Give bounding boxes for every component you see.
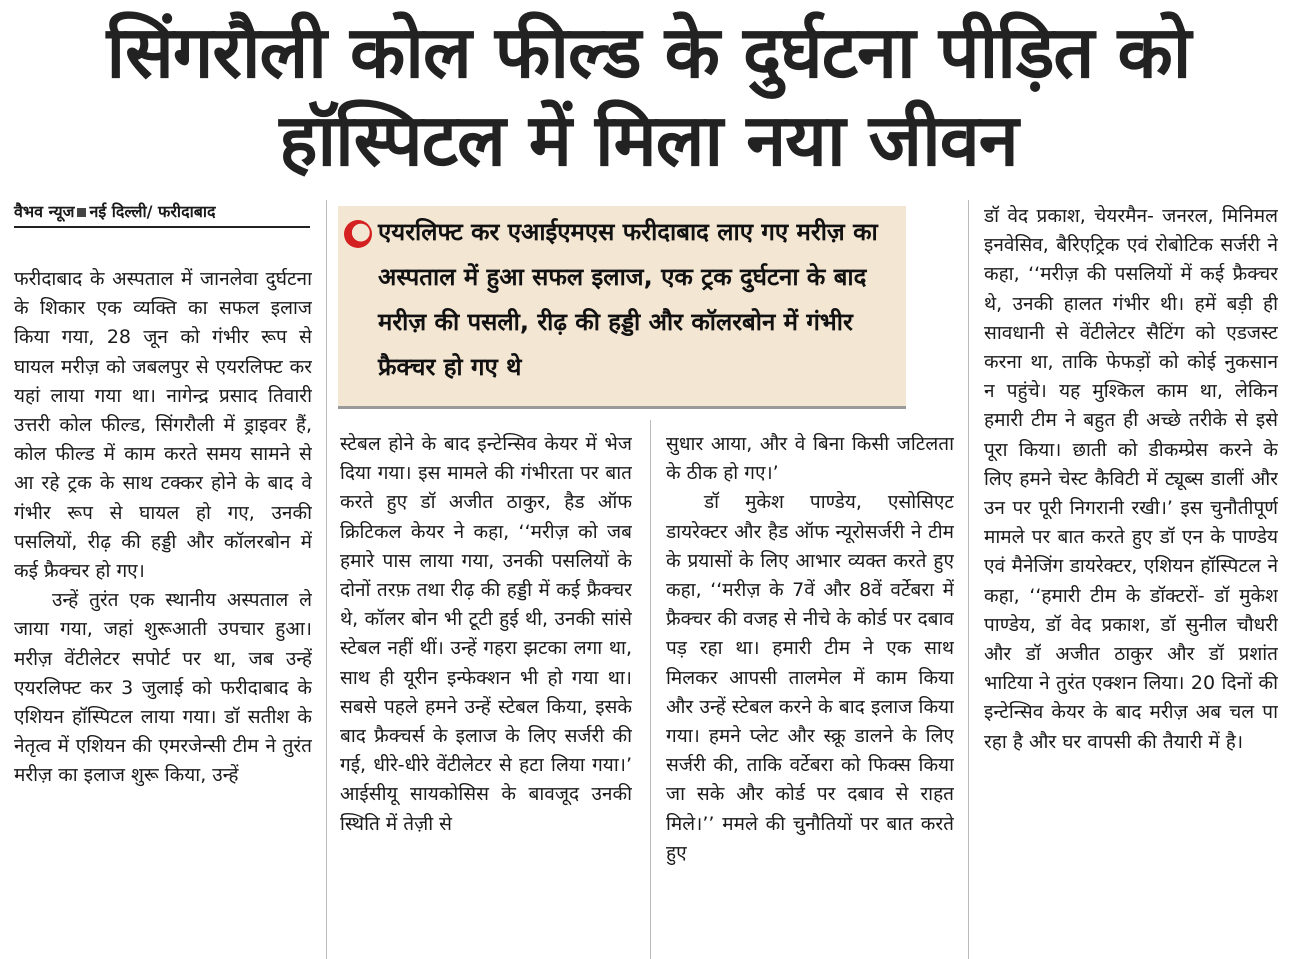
byline-source: वैभव न्यूज	[14, 202, 75, 221]
article-column-4	[984, 202, 1278, 959]
article-column-1	[14, 265, 312, 959]
red-ring-bullet-icon	[344, 220, 372, 248]
column-divider	[326, 200, 327, 959]
article-headline	[0, 8, 1297, 184]
column-1-paragraph-1: फरीदाबाद के अस्पताल में जानलेवा दुर्घटना के शिकार एक व्यक्ति का सफल इलाज किया गया, 28 जून को गंभीर रूप से घायल मरीज़ को जबलपुर से एयरलिफ्ट कर यहां लाया गया था। नागेन्द्र प्रसाद तिवारी उत्तरी कोल फील्ड, सिंगरौली में ड्राइवर हैं, कोल फील्ड में काम करते समय सामने से आ रहे ट्रक के साथ टक्कर होने के बाद वे गंभीर रूप से घायल हो गए, उनकी पसलियों, रीढ़ की हड्डी और कॉलरबोन में कई फ्रैक्चर हो गए।	[14, 268, 312, 583]
column-3-paragraph-1: सुधार आया, और वे बिना किसी जटिलता के ठीक हो गए।’	[666, 433, 954, 485]
headline-line-1: सिंगरौली कोल फील्ड के दुर्घटना पीड़ित को	[106, 10, 1191, 94]
column-2-paragraph-1: स्टेबल होने के बाद इन्टेन्सिव केयर में भेज दिया गया। इस मामले की गंभीरता पर बात करते हुए डॉ अजीत ठाकुर, हैड ऑफ क्रिटिकल केयर ने कहा, ‘‘मरीज़ को जब हमारे पास लाया गया, उनकी पसलियों के दोनों तरफ़ तथा रीढ़ की हड्डी में कई फ्रैक्चर थे, कॉलर बोन भी टूटी हुई थी, उनकी सांसे स्टेबल नहीं थीं। उन्हें गहरा झटका लगा था, साथ ही यूरीन इन्फेक्शन भी हो गया था। सबसे पहले हमने उन्हें स्टेबल किया, इसके बाद फ्रैक्चर्स के इलाज के लिए सर्जरी की गई, धीरे-धीरे वेंटीलेटर से हटा लिया गया।’ आईसीयू सायकोसिस के बावजूद उनकी स्थिति में तेज़ी से	[340, 433, 632, 835]
article-column-2	[340, 430, 632, 959]
column-1-paragraph-2: उन्हें तुरंत एक स्थानीय अस्पताल ले जाया गया, जहां शुरूआती उपचार हुआ। मरीज़ वेंटीलेटर सपोर्ट पर था, जब उन्हें एयरलिफ्ट कर 3 जुलाई को फरीदाबाद के एशियन हॉस्पिटल लाया गया। डॉ सतीश के नेतृत्व में एशियन की एमरजेन्सी टीम ने तुरंत मरीज़ का इलाज शुरू किया, उन्हें	[14, 589, 312, 787]
pull-quote-text: एयरलिफ्ट कर एआईएमएस फरीदाबाद लाए गए मरीज़ का अस्पताल में हुआ सफल इलाज, एक ट्रक दुर्घटना के बाद मरीज़ की पसली, रीढ़ की हड्डी और कॉलरबोन में गंभीर फ्रैक्चर हो गए थे	[378, 218, 878, 381]
byline-location: नई दिल्ली/ फरीदाबाद	[89, 202, 216, 221]
byline	[14, 200, 310, 228]
column-divider	[650, 420, 651, 959]
article-column-3	[666, 430, 954, 959]
column-3-paragraph-2: डॉ मुकेश पाण्डेय, एसोसिएट डायरेक्टर और हैड ऑफ न्यूरोसर्जरी ने टीम के प्रयासों के लिए आभार व्यक्त करते हुए कहा, ‘‘मरीज़ के 7वें और 8वें वर्टेबरा में फ्रैक्चर की वजह से नीचे के कोर्ड पर दबाव पड़ रहा था। हमारी टीम ने एक साथ मिलकर आपसी तालमेल में काम किया और उन्हें स्टेबल करने के बाद इलाज किया गया। हमने प्लेट और स्क्रू डालने के लिए सर्जरी की, ताकि वर्टेबरा को फिक्स किया जा सके और कोर्ड पर दबाव से राहत मिले।’’ ममले की चुनौतियों पर बात करते हुए	[666, 491, 954, 864]
pull-quote-box	[338, 206, 906, 409]
headline-line-2: हॉस्पिटल में मिला नया जीवन	[279, 98, 1018, 182]
column-divider	[968, 200, 969, 959]
column-4-paragraph-1: डॉ वेद प्रकाश, चेयरमैन- जनरल, मिनिमल इनवेसिव, बैरिएट्रिक एवं रोबोटिक सर्जरी ने कहा, ‘‘मरीज़ की पसलियों में कई फ्रैक्चर थे, उनकी हालत गंभीर थी। हमें बड़ी ही सावधानी से वेंटीलेटर सैटिंग को एडजस्ट करना था, ताकि फेफड़ों को कोई नुकसान न पहुंचे। यह मुश्किल काम था, लेकिन हमारी टीम ने बहुत ही अच्छे तरीके से इसे पूरा किया। छाती को डीकम्प्रेस करने के लिए हमने चेस्ट कैविटी में ट्यूब्स डालीं और उन पर पूरी निगरानी रखी।’ इस चुनौतीपूर्ण मामले पर बात करते हुए डॉ एन के पाण्डेय एवं मैनेजिंग डायरेक्टर, एशियन हॉस्पिटल ने कहा, ‘‘हमारी टीम के डॉक्टरों- डॉ मुकेश पाण्डेय, डॉ वेद प्रकाश, डॉ सुनील चौधरी और डॉ अजीत ठाकुर और डॉ प्रशांत भाटिया ने तुरंत एक्शन लिया। 20 दिनों की इन्टेन्सिव केयर के बाद मरीज़ अब चल पा रहा है और घर वापसी की तैयारी में है।	[984, 205, 1278, 753]
square-bullet-icon	[77, 208, 86, 217]
